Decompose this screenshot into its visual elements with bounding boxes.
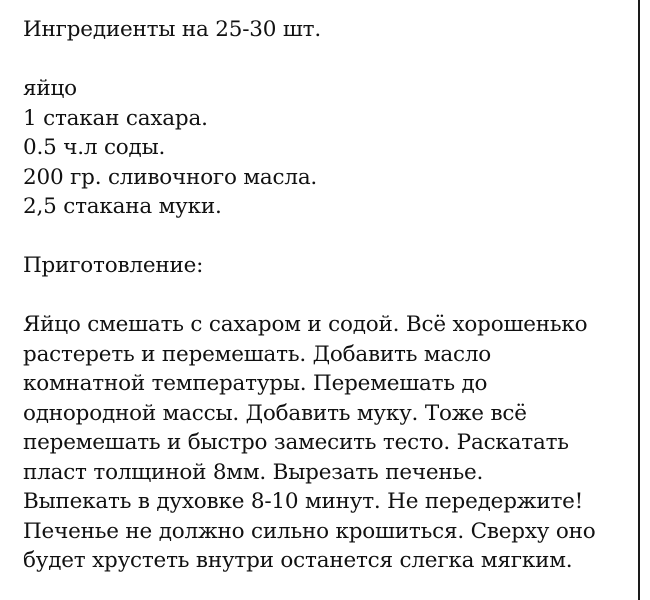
ingredient-item: 200 гр. сливочного масла.: [23, 164, 318, 190]
method-line: пласт толщиной 8мм. Вырезать печенье.: [23, 459, 484, 485]
ingredient-list: [23, 74, 623, 222]
spacer: [23, 222, 623, 252]
ingredient-item: яйцо: [23, 76, 77, 101]
recipe-text: [23, 15, 623, 576]
method-line: Яйцо смешать с сахаром и содой. Всё хорошенько: [23, 312, 588, 337]
method-line: Выпекать в духовке 8-10 минут. Не передержите!: [23, 489, 584, 514]
method-line: Печенье не должно сильно крошиться. Сверху оно: [23, 518, 596, 544]
method-line: растереть и перемешать. Добавить масло: [23, 341, 492, 367]
method-line: комнатной температуры. Перемешать до: [23, 371, 488, 396]
method-line: будет хрустеть внутри останется слегка мягким.: [23, 548, 573, 573]
ingredient-item: 0.5 ч.л соды.: [23, 135, 166, 160]
method-heading: Приготовление:: [23, 253, 204, 278]
page-edge-divider: [638, 0, 640, 600]
method-paragraph: [23, 310, 623, 576]
spacer: [23, 45, 623, 75]
ingredients-heading: Ингредиенты на 25-30 шт.: [23, 17, 322, 42]
method-line: однородной массы. Добавить муку. Тоже всё: [23, 400, 527, 426]
ingredient-item: 1 стакан сахара.: [23, 105, 208, 131]
method-line: перемешать и быстро замесить тесто. Раскатать: [23, 430, 569, 455]
spacer: [23, 281, 623, 311]
ingredient-item: 2,5 стакана муки.: [23, 194, 222, 219]
